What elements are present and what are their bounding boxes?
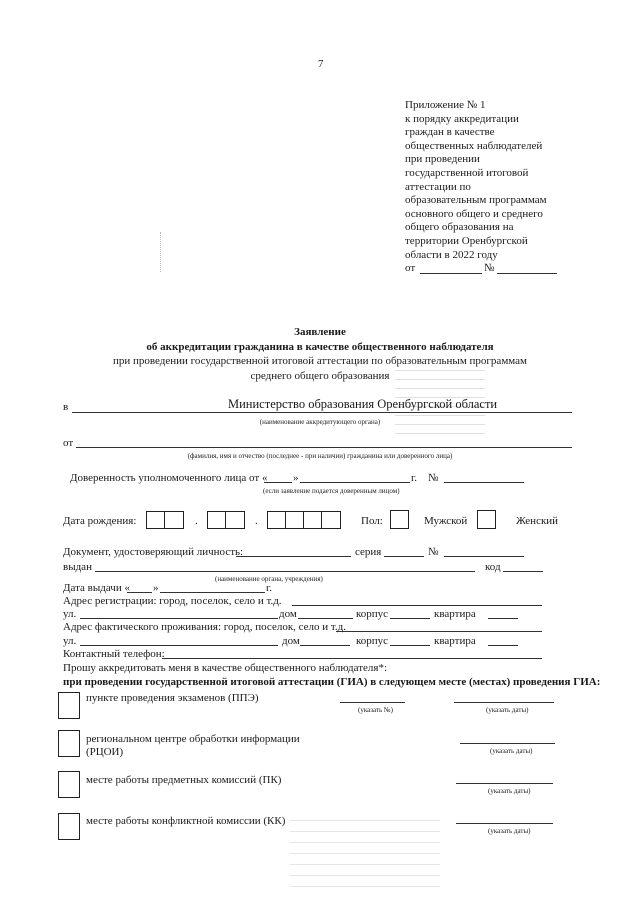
appendix-line: аттестации по — [405, 180, 471, 193]
issue-year-label: г. — [266, 582, 273, 594]
from-field-caption: (фамилия, имя и отчество (последнее - при наличии) гражданина или доверенного лица) — [187, 452, 453, 460]
scan-artifact — [290, 820, 440, 895]
ppe-label: пункте проведения экзаменов (ППЭ) — [86, 692, 259, 704]
sex-label: Пол: — [361, 515, 383, 527]
issue-date-mid: » — [153, 582, 159, 594]
appendix-from-label: от — [405, 262, 416, 275]
appendix-line: при проведении — [405, 153, 480, 166]
ppe-number-caption: (указать №) — [358, 706, 393, 714]
ppe-number-line[interactable] — [340, 702, 405, 703]
male-checkbox[interactable] — [390, 510, 409, 529]
fact-street-label: ул. — [63, 635, 77, 647]
reg-flat-label: квартира — [434, 608, 476, 620]
appendix-line: общего образования на — [405, 221, 514, 234]
female-label: Женский — [516, 515, 559, 527]
appendix-line: области в 2022 году — [405, 248, 498, 261]
birth-day-digit[interactable] — [164, 511, 184, 529]
kk-dates-caption: (указать даты) — [488, 827, 531, 835]
scan-artifact — [395, 370, 485, 440]
id-series-label: серия — [355, 546, 382, 558]
page-number: 7 — [318, 58, 324, 70]
proxy-month-line[interactable] — [300, 482, 410, 483]
id-number-label: № — [428, 546, 439, 558]
pk-label: месте работы предметных комиссий (ПК) — [86, 774, 282, 786]
fact-flat-line[interactable] — [488, 645, 518, 646]
pk-checkbox[interactable] — [58, 771, 80, 798]
issued-line[interactable] — [95, 571, 475, 572]
birth-year-digit[interactable] — [321, 511, 341, 529]
proxy-year: г. — [411, 472, 418, 484]
fact-house-line[interactable] — [300, 645, 350, 646]
birth-year-digit[interactable] — [267, 511, 287, 529]
ppe-checkbox[interactable] — [58, 692, 80, 719]
to-field-value: Министерство образования Оренбургской области — [228, 397, 498, 411]
form-subtitle-3: среднего общего образования — [250, 370, 390, 382]
birth-dot: . — [255, 515, 258, 527]
id-series-line[interactable] — [384, 556, 424, 557]
issue-date-label: Дата выдачи « — [63, 582, 130, 594]
appendix-line: основного общего и среднего — [405, 207, 543, 220]
appendix-line: территории Оренбургской — [405, 234, 528, 247]
request-line-1: Прошу аккредитовать меня в качестве общественного наблюдателя*: — [63, 662, 387, 674]
reg-house-label: дом — [279, 608, 297, 620]
to-field-line[interactable] — [72, 412, 572, 413]
proxy-label: Доверенность уполномоченного лица от « — [70, 472, 268, 484]
fact-korpus-line[interactable] — [390, 645, 430, 646]
phone-label: Контактный телефон: — [63, 648, 165, 660]
proxy-day-line[interactable] — [264, 482, 292, 483]
appendix-line: Приложение № 1 — [405, 99, 486, 111]
proxy-no: № — [428, 472, 439, 484]
id-number-line[interactable] — [444, 556, 524, 557]
fact-city-line[interactable] — [336, 631, 542, 632]
rcoi-checkbox[interactable] — [58, 730, 80, 757]
appendix-line: образовательным программам — [405, 194, 547, 207]
id-doc-label: Документ, удостоверяющий личность: — [63, 546, 244, 558]
reg-korpus-label: корпус — [356, 608, 389, 620]
fact-street-line[interactable] — [80, 645, 278, 646]
appendix-line: граждан в качестве — [405, 126, 495, 139]
appendix-number-label: № — [484, 262, 495, 275]
birth-year-digit[interactable] — [303, 511, 323, 529]
appendix-date-line[interactable] — [420, 273, 482, 274]
rcoi-label-1: региональном центре обработки информации — [86, 733, 300, 745]
appendix-line: к порядку аккредитации — [405, 112, 519, 125]
birth-day-digit[interactable] — [146, 511, 166, 529]
to-field-caption: (наименование аккредитующего органа) — [259, 418, 381, 426]
reg-city-line[interactable] — [292, 605, 542, 606]
form-subtitle-1: об аккредитации гражданина в качестве общественного наблюдателя — [146, 341, 494, 353]
from-field-line[interactable] — [76, 447, 572, 448]
proxy-caption: (если заявление подается доверенным лицом) — [263, 487, 400, 495]
birth-dot: . — [195, 515, 198, 527]
issued-caption: (наименование органа, учреждения) — [215, 575, 323, 583]
reg-house-line[interactable] — [298, 618, 353, 619]
ppe-dates-caption: (указать даты) — [486, 706, 529, 714]
fact-house-label: дом — [282, 635, 300, 647]
female-checkbox[interactable] — [477, 510, 496, 529]
birth-month-digit[interactable] — [207, 511, 227, 529]
appendix-line: государственной итоговой — [405, 166, 529, 179]
code-line[interactable] — [503, 571, 543, 572]
issued-label: выдан — [63, 561, 92, 573]
proxy-number-line[interactable] — [444, 482, 524, 483]
appendix-block — [405, 99, 547, 276]
appendix-number-line[interactable] — [497, 273, 557, 274]
birth-month-digit[interactable] — [225, 511, 245, 529]
form-title: Заявление — [294, 326, 346, 338]
fact-korpus-label: корпус — [356, 635, 389, 647]
pk-dates-caption: (указать даты) — [488, 787, 531, 795]
reg-address-label: Адрес регистрации: город, поселок, село и т.д. — [63, 595, 282, 607]
rcoi-dates-caption: (указать даты) — [490, 747, 533, 755]
issue-day-line[interactable] — [127, 592, 152, 593]
issue-month-line[interactable] — [160, 592, 265, 593]
kk-checkbox[interactable] — [58, 813, 80, 840]
proxy-mid: » — [293, 472, 299, 484]
birth-year-digit[interactable] — [285, 511, 305, 529]
from-prefix: от — [63, 437, 74, 449]
id-doc-type-line[interactable] — [236, 556, 351, 557]
code-label: код — [485, 561, 501, 573]
to-prefix: в — [63, 401, 69, 413]
birth-label: Дата рождения: — [63, 515, 137, 527]
reg-street-line[interactable] — [80, 618, 278, 619]
rcoi-dates-line[interactable] — [460, 743, 555, 744]
pk-dates-line[interactable] — [456, 783, 553, 784]
reg-flat-line[interactable] — [488, 618, 518, 619]
kk-label: месте работы конфликтной комиссии (КК) — [86, 815, 286, 827]
phone-line[interactable] — [162, 658, 542, 659]
form-subtitle-2: при проведении государственной итоговой аттестации по образовательным программам — [112, 355, 528, 367]
ppe-dates-line[interactable] — [454, 702, 554, 703]
kk-dates-line[interactable] — [456, 823, 553, 824]
reg-street-label: ул. — [63, 608, 77, 620]
scan-artifact — [160, 232, 162, 272]
fact-address-label: Адрес фактического проживания: город, поселок, село и т.д. — [63, 621, 347, 633]
appendix-line: общественных наблюдателей — [405, 139, 543, 152]
reg-korpus-line[interactable] — [390, 618, 430, 619]
fact-flat-label: квартира — [434, 635, 476, 647]
request-line-2: при проведении государственной итоговой аттестации (ГИА) в следующем месте (местах) проведения ГИА: — [63, 676, 601, 688]
male-label: Мужской — [424, 515, 468, 527]
rcoi-label-2: (РЦОИ) — [86, 746, 124, 758]
